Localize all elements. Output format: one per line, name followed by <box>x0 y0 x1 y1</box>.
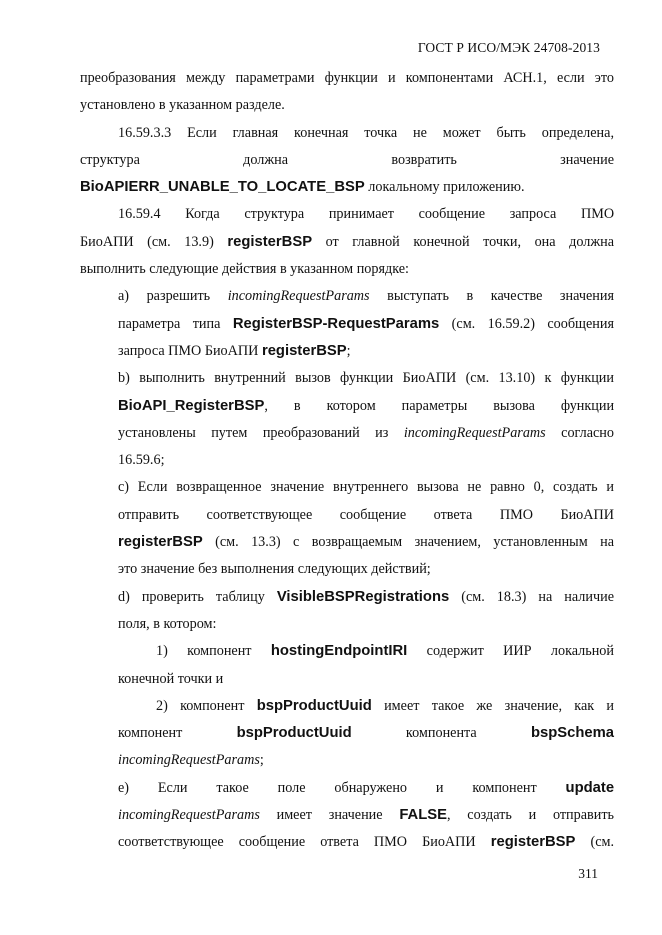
text-line: поля, в котором: <box>118 615 217 632</box>
text-line: соответствующее сообщение ответа ПМО БиоАПИ registerBSP (см. <box>118 834 615 851</box>
term-bold: update <box>565 779 615 796</box>
term-bold: bspSchema <box>530 725 615 742</box>
term-bold: registerBSP <box>261 342 347 359</box>
term-bold: registerBSP <box>227 233 313 250</box>
text-line: конечной точки и <box>118 670 224 687</box>
text-line: компонент bspProductUuid компонента bspSchema <box>118 725 615 742</box>
text-line: запроса ПМО БиоАПИ registerBSP; <box>118 342 351 359</box>
text-line: отправить соответствующее сообщение ответа ПМО БиоАПИ <box>118 506 615 523</box>
error-code: BioAPIERR_UNABLE_TO_LOCATE_BSP <box>80 179 365 196</box>
term-bold: VisibleBSPRegistrations <box>276 588 450 605</box>
text-line: это значение без выполнения следующих действий; <box>118 561 431 578</box>
text-line: registerBSP (см. 13.3) с возвращаемым значением, установленным на <box>118 534 614 551</box>
item-c: c) Если возвращенное значение внутреннего вызова не равно 0, создать и <box>118 479 614 496</box>
text-line: incomingRequestParams; <box>118 752 264 769</box>
term-italic: incomingRequestParams <box>118 752 260 769</box>
text-line: выполнить следующие действия в указанном порядке: <box>80 261 409 278</box>
clause-16-59-4: 16.59.4 Когда структура принимает сообщение запроса ПМО <box>118 206 615 223</box>
sub-item-2: 2) компонент bspProductUuid имеет такое же значение, как и <box>156 697 614 714</box>
term-bold: registerBSP <box>118 534 203 551</box>
item-a: a) разрешить incomingRequestParams выступать в качестве значения <box>118 288 614 305</box>
term-italic: incomingRequestParams <box>227 288 370 305</box>
text-line: incomingRequestParams имеет значение FALSE, создать и отправить <box>118 807 614 824</box>
page-number: 311 <box>578 866 598 881</box>
term-italic: incomingRequestParams <box>403 424 546 441</box>
item-e: e) Если такое поле обнаружено и компонент update <box>118 779 615 796</box>
text-line: 16.59.6; <box>118 452 165 469</box>
document-header: ГОСТ Р ИСО/МЭК 24708-2013 <box>417 40 600 55</box>
term-bold: BioAPI_RegisterBSP <box>118 397 265 414</box>
term-bold: registerBSP <box>490 834 576 851</box>
text-line: параметра типа RegisterBSP-RequestParams (см. 16.59.2) сообщения <box>118 315 614 332</box>
text-line: BioAPI_RegisterBSP, в котором параметры вызова функции <box>118 397 615 414</box>
term-bold: hostingEndpointIRI <box>270 643 408 660</box>
term-bold: RegisterBSP-RequestParams <box>232 315 440 332</box>
text-line: структура должна возвратить значение <box>80 151 615 168</box>
item-d: d) проверить таблицу VisibleBSPRegistrations (см. 18.3) на наличие <box>118 588 614 605</box>
item-b: b) выполнить внутренний вызов функции БиоАПИ (см. 13.10) к функции <box>118 370 614 387</box>
text-line: BioAPIERR_UNABLE_TO_LOCATE_BSP локальному приложению. <box>80 179 525 196</box>
term-italic: incomingRequestParams <box>118 807 260 824</box>
text-line: преобразования между параметрами функции и компонентами АСН.1, если это <box>80 70 614 86</box>
text-line: установлено в указанном разделе. <box>80 97 285 114</box>
text-line: установлены путем преобразований из incomingRequestParams согласно <box>118 424 614 441</box>
sub-item-1: 1) компонент hostingEndpointIRI содержит ИИР локальной <box>156 643 614 660</box>
term-bold: FALSE <box>399 807 447 824</box>
clause-16-59-3-3: 16.59.3.3 Если главная конечная точка не может быть определена, <box>118 124 614 141</box>
text-line: БиоАПИ (см. 13.9) registerBSP от главной конечной точки, она должна <box>80 233 615 250</box>
term-bold: bspProductUuid <box>256 697 372 714</box>
term-bold: bspProductUuid <box>236 725 352 742</box>
page-body <box>80 65 614 857</box>
